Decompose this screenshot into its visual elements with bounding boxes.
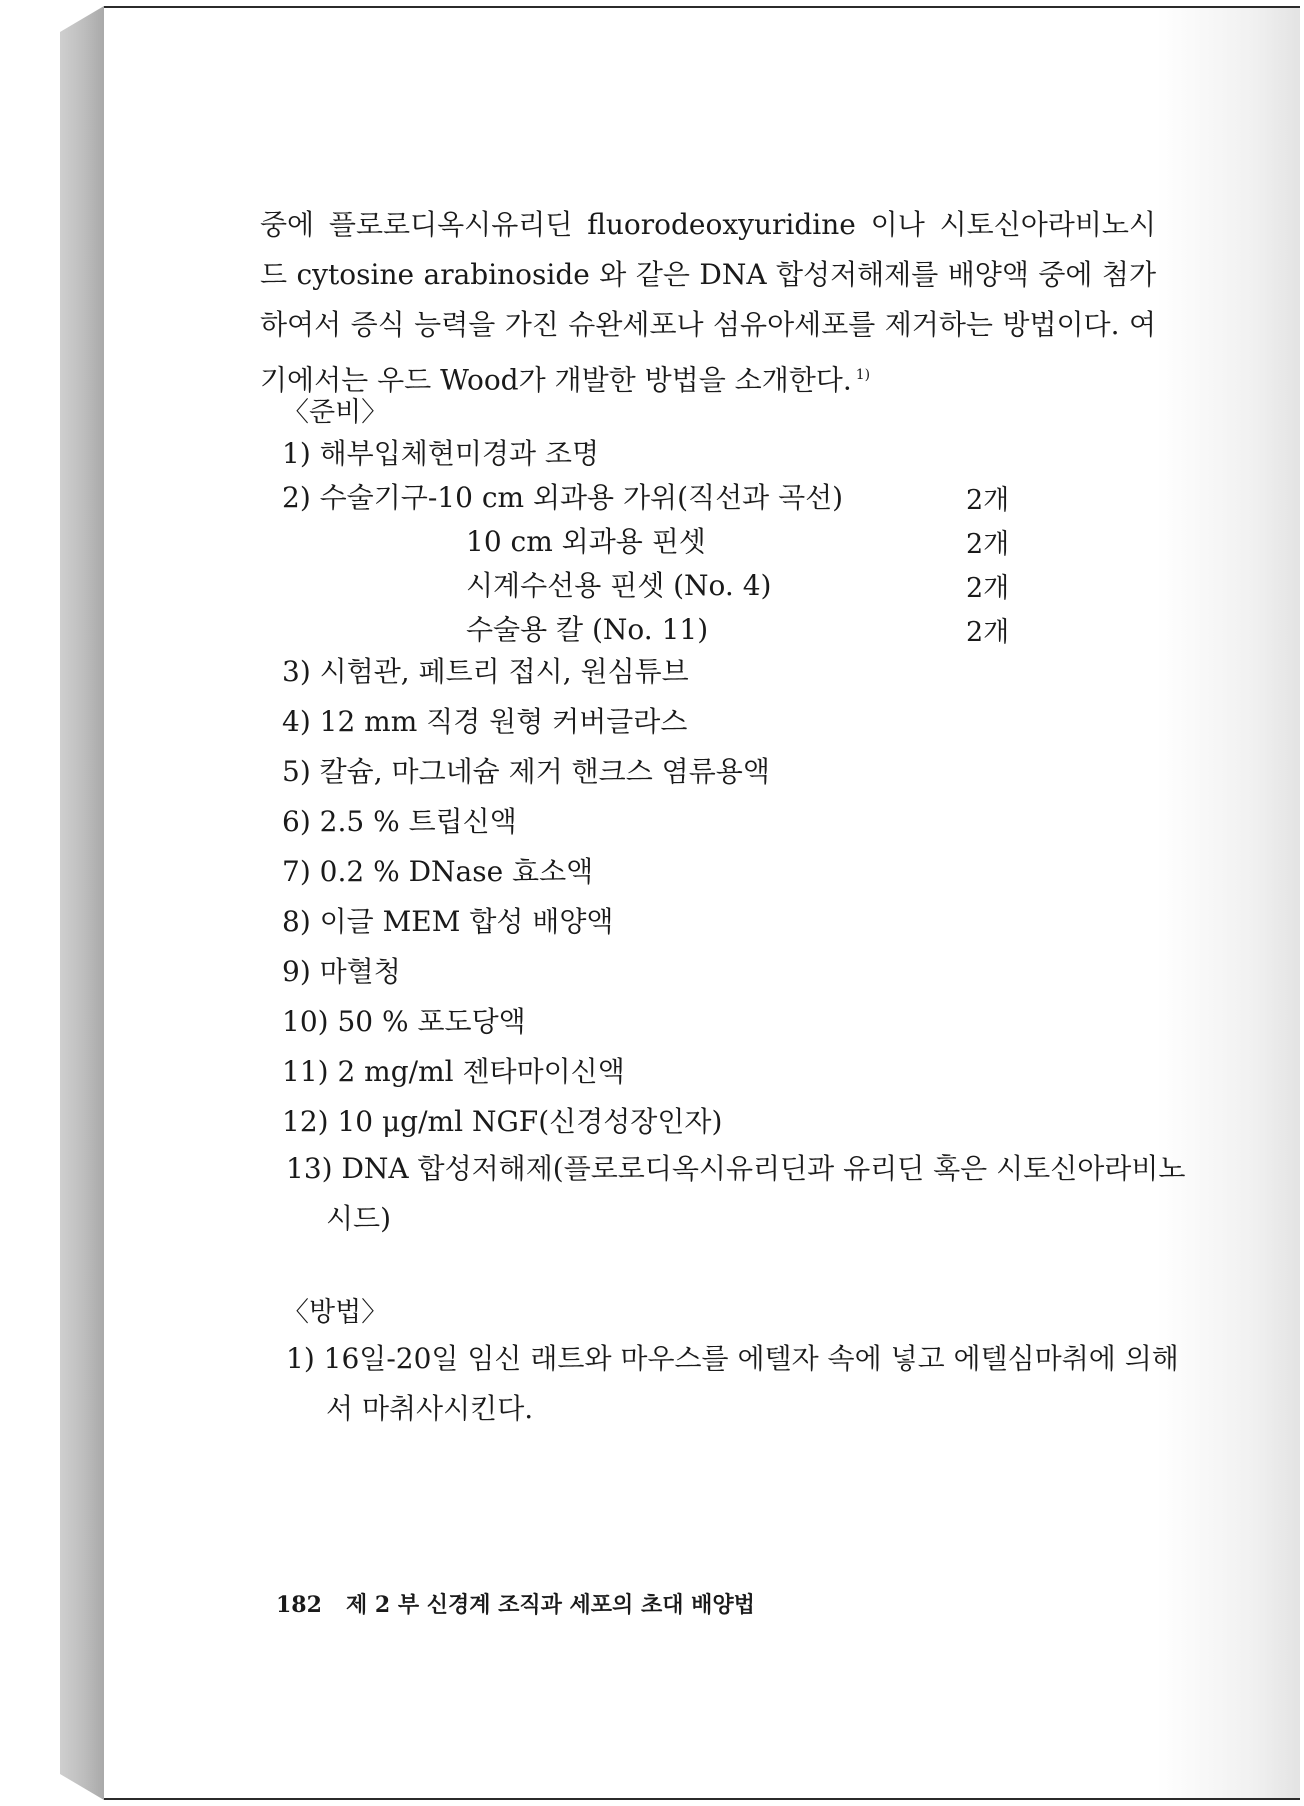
- prep-item-8: 8) 이글 MEM 합성 배양액: [282, 905, 614, 938]
- prep-item-10: 10) 50 % 포도당액: [282, 1005, 526, 1038]
- prep-item-2-watch-forceps: 시계수선용 핀셋 (No. 4): [466, 569, 772, 602]
- prep-item-1: 1) 해부입체현미경과 조명: [282, 437, 600, 470]
- book-spine: [60, 6, 104, 1800]
- intro-text: 중에 플로로디옥시유리딘 fluorodeoxyuridine 이나 시토신아라비노시드 cytosine arabinoside 와 같은 DNA 합성저해제를 배양액 중에 첨가하여서 증식 능력을 가진 슈완세포나 섬유아세포를 제거하는 방법이다. 여기에서는 우드 Wood가 개발한 방법을 소개한다.: [260, 208, 1156, 397]
- prep-item-7: 7) 0.2 % DNase 효소액: [282, 855, 594, 888]
- prep-item-3: 3) 시험관, 페트리 접시, 원심튜브: [282, 655, 689, 688]
- prep-item-2: 2) 수술기구-10 cm 외과용 가위(직선과 곡선): [282, 481, 844, 514]
- prep-item-4: 4) 12 mm 직경 원형 커버글라스: [282, 705, 688, 738]
- prep-item-9: 9) 마혈청: [282, 955, 401, 988]
- intro-paragraph: [260, 200, 1156, 405]
- quantity-forceps: 2개: [966, 529, 1010, 560]
- prep-item-2-scalpel: 수술용 칼 (No. 11): [466, 613, 709, 646]
- method-step-1: 1) 16일-20일 임신 래트와 마우스를 에텔자 속에 넣고 에텔심마취에 의해서 마취사시킨다.: [286, 1342, 1179, 1425]
- prep-item-12: 12) 10 μg/ml NGF(신경성장인자): [282, 1105, 723, 1138]
- prep-item-6: 6) 2.5 % 트립신액: [282, 805, 517, 838]
- page-footer: [276, 1588, 755, 1619]
- reference-superscript: 1): [855, 367, 871, 383]
- prep-item-2-forceps: 10 cm 외과용 핀셋: [466, 525, 706, 558]
- quantity-scalpel: 2개: [966, 617, 1010, 648]
- method-heading: 〈방법〉: [282, 1297, 389, 1328]
- running-title: 제 2 부 신경계 조직과 세포의 초대 배양법: [345, 1592, 755, 1618]
- quantity-scissors: 2개: [966, 485, 1010, 516]
- page-number: 182: [276, 1592, 322, 1618]
- quantity-watch-forceps: 2개: [966, 573, 1010, 604]
- prep-item-5: 5) 칼슘, 마그네슘 제거 핸크스 염류용액: [282, 755, 770, 788]
- prep-heading: 〈준비〉: [282, 397, 389, 428]
- prep-item-11: 11) 2 mg/ml 젠타마이신액: [282, 1055, 625, 1088]
- prep-item-13: 13) DNA 합성저해제(플로로디옥시유리딘과 유리딘 혹은 시토신아라비노시드): [286, 1152, 1186, 1235]
